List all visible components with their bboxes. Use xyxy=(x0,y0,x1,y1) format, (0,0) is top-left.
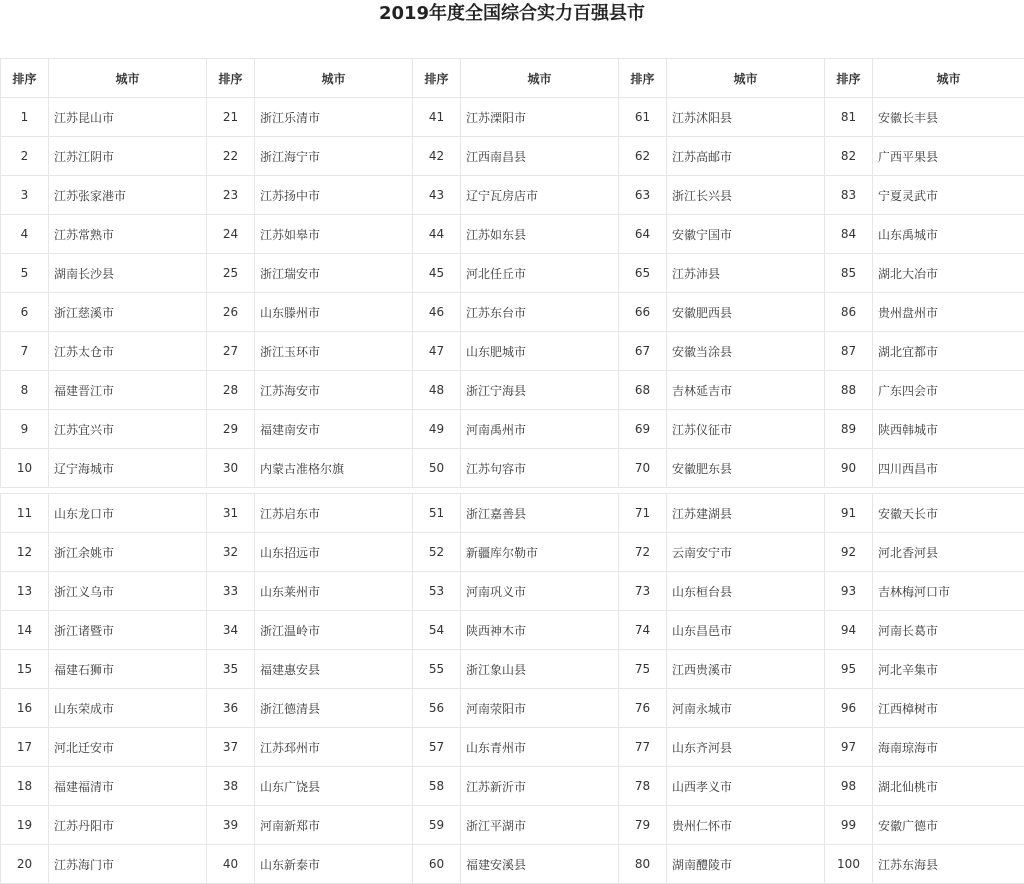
rank-cell: 77 xyxy=(619,728,667,767)
table-row xyxy=(1,293,1024,332)
rank-cell: 1 xyxy=(1,98,49,137)
rank-cell: 61 xyxy=(619,98,667,137)
city-cell: 浙江诸暨市 xyxy=(49,611,207,650)
rank-cell: 24 xyxy=(207,215,255,254)
page-title: 2019年度全国综合实力百强县市 xyxy=(0,2,1024,26)
rank-cell: 63 xyxy=(619,176,667,215)
city-cell: 湖北仙桃市 xyxy=(873,767,1024,806)
city-cell: 福建惠安县 xyxy=(255,650,413,689)
city-cell: 贵州仁怀市 xyxy=(667,806,825,845)
header-city: 城市 xyxy=(873,59,1024,98)
city-cell: 江苏常熟市 xyxy=(49,215,207,254)
city-cell: 江苏句容市 xyxy=(461,449,619,488)
rank-cell: 7 xyxy=(1,332,49,371)
rank-cell: 14 xyxy=(1,611,49,650)
rank-cell: 73 xyxy=(619,572,667,611)
rank-cell: 80 xyxy=(619,845,667,884)
city-cell: 江西樟树市 xyxy=(873,689,1024,728)
rank-cell: 98 xyxy=(825,767,873,806)
rank-cell: 85 xyxy=(825,254,873,293)
rank-cell: 38 xyxy=(207,767,255,806)
city-cell: 江苏邳州市 xyxy=(255,728,413,767)
city-cell: 江苏宜兴市 xyxy=(49,410,207,449)
rank-cell: 39 xyxy=(207,806,255,845)
city-cell: 河南荥阳市 xyxy=(461,689,619,728)
city-cell: 湖北大冶市 xyxy=(873,254,1024,293)
table-row xyxy=(1,611,1024,650)
rank-cell: 36 xyxy=(207,689,255,728)
city-cell: 江苏东海县 xyxy=(873,845,1024,884)
city-cell: 山东滕州市 xyxy=(255,293,413,332)
city-cell: 浙江海宁市 xyxy=(255,137,413,176)
rank-cell: 91 xyxy=(825,494,873,533)
rank-cell: 44 xyxy=(413,215,461,254)
rank-cell: 8 xyxy=(1,371,49,410)
rank-cell: 75 xyxy=(619,650,667,689)
city-cell: 浙江嘉善县 xyxy=(461,494,619,533)
city-cell: 浙江义乌市 xyxy=(49,572,207,611)
city-cell: 江苏沛县 xyxy=(667,254,825,293)
rank-cell: 83 xyxy=(825,176,873,215)
city-cell: 福建安溪县 xyxy=(461,845,619,884)
rank-cell: 93 xyxy=(825,572,873,611)
rank-cell: 35 xyxy=(207,650,255,689)
rank-cell: 27 xyxy=(207,332,255,371)
table-row xyxy=(1,98,1024,137)
rank-cell: 25 xyxy=(207,254,255,293)
rank-cell: 88 xyxy=(825,371,873,410)
rank-cell: 45 xyxy=(413,254,461,293)
rank-cell: 41 xyxy=(413,98,461,137)
rank-cell: 12 xyxy=(1,533,49,572)
rank-cell: 30 xyxy=(207,449,255,488)
rank-cell: 84 xyxy=(825,215,873,254)
city-cell: 浙江长兴县 xyxy=(667,176,825,215)
city-cell: 河北辛集市 xyxy=(873,650,1024,689)
rank-cell: 50 xyxy=(413,449,461,488)
city-cell: 浙江乐清市 xyxy=(255,98,413,137)
table-row xyxy=(1,449,1024,488)
rank-cell: 11 xyxy=(1,494,49,533)
rank-cell: 69 xyxy=(619,410,667,449)
city-cell: 浙江温岭市 xyxy=(255,611,413,650)
rank-cell: 19 xyxy=(1,806,49,845)
city-cell: 江苏建湖县 xyxy=(667,494,825,533)
rank-cell: 49 xyxy=(413,410,461,449)
rank-cell: 66 xyxy=(619,293,667,332)
city-cell: 江苏张家港市 xyxy=(49,176,207,215)
header-rank: 排序 xyxy=(207,59,255,98)
table-header-row xyxy=(1,59,1024,98)
city-cell: 山东肥城市 xyxy=(461,332,619,371)
rank-cell: 72 xyxy=(619,533,667,572)
rank-cell: 52 xyxy=(413,533,461,572)
rank-cell: 58 xyxy=(413,767,461,806)
table-row xyxy=(1,689,1024,728)
city-cell: 湖北宜都市 xyxy=(873,332,1024,371)
city-cell: 江苏东台市 xyxy=(461,293,619,332)
city-cell: 辽宁海城市 xyxy=(49,449,207,488)
rank-cell: 22 xyxy=(207,137,255,176)
table-row xyxy=(1,176,1024,215)
city-cell: 贵州盘州市 xyxy=(873,293,1024,332)
city-cell: 河北迁安市 xyxy=(49,728,207,767)
city-cell: 山东招远市 xyxy=(255,533,413,572)
header-rank: 排序 xyxy=(1,59,49,98)
city-cell: 山东青州市 xyxy=(461,728,619,767)
header-rank: 排序 xyxy=(413,59,461,98)
city-cell: 吉林梅河口市 xyxy=(873,572,1024,611)
table-row xyxy=(1,137,1024,176)
rank-cell: 10 xyxy=(1,449,49,488)
city-cell: 浙江宁海县 xyxy=(461,371,619,410)
city-cell: 新疆库尔勒市 xyxy=(461,533,619,572)
city-cell: 江苏丹阳市 xyxy=(49,806,207,845)
city-cell: 江苏太仓市 xyxy=(49,332,207,371)
city-cell: 河南永城市 xyxy=(667,689,825,728)
rank-cell: 74 xyxy=(619,611,667,650)
table-row xyxy=(1,728,1024,767)
city-cell: 江苏江阴市 xyxy=(49,137,207,176)
rank-cell: 51 xyxy=(413,494,461,533)
city-cell: 江苏昆山市 xyxy=(49,98,207,137)
table-row xyxy=(1,533,1024,572)
table-row xyxy=(1,572,1024,611)
table-row xyxy=(1,254,1024,293)
rank-cell: 9 xyxy=(1,410,49,449)
rank-cell: 99 xyxy=(825,806,873,845)
city-cell: 浙江象山县 xyxy=(461,650,619,689)
rank-cell: 20 xyxy=(1,845,49,884)
city-cell: 山东广饶县 xyxy=(255,767,413,806)
rank-cell: 46 xyxy=(413,293,461,332)
city-cell: 浙江德清县 xyxy=(255,689,413,728)
city-cell: 山西孝义市 xyxy=(667,767,825,806)
rank-cell: 100 xyxy=(825,845,873,884)
rank-cell: 54 xyxy=(413,611,461,650)
city-cell: 海南琼海市 xyxy=(873,728,1024,767)
city-cell: 山东桓台县 xyxy=(667,572,825,611)
city-cell: 山东荣成市 xyxy=(49,689,207,728)
city-cell: 山东昌邑市 xyxy=(667,611,825,650)
rank-cell: 67 xyxy=(619,332,667,371)
rank-cell: 53 xyxy=(413,572,461,611)
city-cell: 安徽天长市 xyxy=(873,494,1024,533)
city-cell: 江苏溧阳市 xyxy=(461,98,619,137)
table-row xyxy=(1,494,1024,533)
rank-cell: 78 xyxy=(619,767,667,806)
rank-cell: 70 xyxy=(619,449,667,488)
city-cell: 安徽当涂县 xyxy=(667,332,825,371)
rank-cell: 2 xyxy=(1,137,49,176)
rank-cell: 60 xyxy=(413,845,461,884)
city-cell: 江苏如东县 xyxy=(461,215,619,254)
city-cell: 江苏新沂市 xyxy=(461,767,619,806)
header-city: 城市 xyxy=(667,59,825,98)
city-cell: 江苏高邮市 xyxy=(667,137,825,176)
city-cell: 山东禹城市 xyxy=(873,215,1024,254)
city-cell: 安徽宁国市 xyxy=(667,215,825,254)
city-cell: 四川西昌市 xyxy=(873,449,1024,488)
rank-cell: 94 xyxy=(825,611,873,650)
city-cell: 云南安宁市 xyxy=(667,533,825,572)
rank-cell: 33 xyxy=(207,572,255,611)
rank-cell: 26 xyxy=(207,293,255,332)
table-row xyxy=(1,845,1024,884)
table-row xyxy=(1,215,1024,254)
rank-cell: 71 xyxy=(619,494,667,533)
city-cell: 河南长葛市 xyxy=(873,611,1024,650)
city-cell: 吉林延吉市 xyxy=(667,371,825,410)
city-cell: 安徽肥西县 xyxy=(667,293,825,332)
city-cell: 安徽长丰县 xyxy=(873,98,1024,137)
rank-cell: 82 xyxy=(825,137,873,176)
table-row xyxy=(1,806,1024,845)
rank-cell: 55 xyxy=(413,650,461,689)
city-cell: 陕西韩城市 xyxy=(873,410,1024,449)
header-city: 城市 xyxy=(49,59,207,98)
city-cell: 福建福清市 xyxy=(49,767,207,806)
rank-cell: 5 xyxy=(1,254,49,293)
city-cell: 广西平果县 xyxy=(873,137,1024,176)
city-cell: 江苏扬中市 xyxy=(255,176,413,215)
rank-cell: 86 xyxy=(825,293,873,332)
rank-cell: 32 xyxy=(207,533,255,572)
city-cell: 辽宁瓦房店市 xyxy=(461,176,619,215)
rank-cell: 62 xyxy=(619,137,667,176)
city-cell: 广东四会市 xyxy=(873,371,1024,410)
rank-cell: 59 xyxy=(413,806,461,845)
rank-cell: 28 xyxy=(207,371,255,410)
rank-cell: 68 xyxy=(619,371,667,410)
city-cell: 江苏如皋市 xyxy=(255,215,413,254)
rank-cell: 47 xyxy=(413,332,461,371)
city-cell: 山东齐河县 xyxy=(667,728,825,767)
city-cell: 浙江慈溪市 xyxy=(49,293,207,332)
table-row xyxy=(1,767,1024,806)
city-cell: 安徽肥东县 xyxy=(667,449,825,488)
rank-cell: 16 xyxy=(1,689,49,728)
city-cell: 安徽广德市 xyxy=(873,806,1024,845)
city-cell: 山东龙口市 xyxy=(49,494,207,533)
table-row xyxy=(1,410,1024,449)
rank-cell: 29 xyxy=(207,410,255,449)
rank-cell: 56 xyxy=(413,689,461,728)
city-cell: 福建南安市 xyxy=(255,410,413,449)
city-cell: 宁夏灵武市 xyxy=(873,176,1024,215)
rank-cell: 21 xyxy=(207,98,255,137)
rank-cell: 40 xyxy=(207,845,255,884)
table-row xyxy=(1,332,1024,371)
city-cell: 河南禹州市 xyxy=(461,410,619,449)
city-cell: 江苏仪征市 xyxy=(667,410,825,449)
table-row xyxy=(1,371,1024,410)
city-cell: 江苏沭阳县 xyxy=(667,98,825,137)
rank-cell: 34 xyxy=(207,611,255,650)
rank-cell: 6 xyxy=(1,293,49,332)
city-cell: 浙江瑞安市 xyxy=(255,254,413,293)
rank-cell: 90 xyxy=(825,449,873,488)
city-cell: 内蒙古准格尔旗 xyxy=(255,449,413,488)
rank-cell: 81 xyxy=(825,98,873,137)
rank-cell: 79 xyxy=(619,806,667,845)
header-rank: 排序 xyxy=(619,59,667,98)
city-cell: 山东莱州市 xyxy=(255,572,413,611)
rank-cell: 97 xyxy=(825,728,873,767)
city-cell: 江苏启东市 xyxy=(255,494,413,533)
city-cell: 浙江余姚市 xyxy=(49,533,207,572)
city-cell: 山东新泰市 xyxy=(255,845,413,884)
city-cell: 江苏海安市 xyxy=(255,371,413,410)
header-city: 城市 xyxy=(461,59,619,98)
city-cell: 湖南长沙县 xyxy=(49,254,207,293)
table-row xyxy=(1,650,1024,689)
rank-cell: 15 xyxy=(1,650,49,689)
rank-cell: 64 xyxy=(619,215,667,254)
city-cell: 江苏海门市 xyxy=(49,845,207,884)
ranking-table xyxy=(0,58,1024,884)
city-cell: 浙江平湖市 xyxy=(461,806,619,845)
city-cell: 湖南醴陵市 xyxy=(667,845,825,884)
rank-cell: 87 xyxy=(825,332,873,371)
header-city: 城市 xyxy=(255,59,413,98)
rank-cell: 3 xyxy=(1,176,49,215)
city-cell: 河北香河县 xyxy=(873,533,1024,572)
city-cell: 江西贵溪市 xyxy=(667,650,825,689)
rank-cell: 4 xyxy=(1,215,49,254)
rank-cell: 13 xyxy=(1,572,49,611)
rank-cell: 95 xyxy=(825,650,873,689)
rank-cell: 65 xyxy=(619,254,667,293)
rank-cell: 76 xyxy=(619,689,667,728)
rank-cell: 23 xyxy=(207,176,255,215)
rank-cell: 31 xyxy=(207,494,255,533)
rank-cell: 57 xyxy=(413,728,461,767)
city-cell: 浙江玉环市 xyxy=(255,332,413,371)
rank-cell: 48 xyxy=(413,371,461,410)
rank-cell: 89 xyxy=(825,410,873,449)
city-cell: 江西南昌县 xyxy=(461,137,619,176)
header-rank: 排序 xyxy=(825,59,873,98)
city-cell: 福建晋江市 xyxy=(49,371,207,410)
rank-cell: 17 xyxy=(1,728,49,767)
rank-cell: 37 xyxy=(207,728,255,767)
rank-cell: 43 xyxy=(413,176,461,215)
rank-cell: 92 xyxy=(825,533,873,572)
rank-cell: 42 xyxy=(413,137,461,176)
city-cell: 河南巩义市 xyxy=(461,572,619,611)
rank-cell: 96 xyxy=(825,689,873,728)
rank-cell: 18 xyxy=(1,767,49,806)
city-cell: 福建石狮市 xyxy=(49,650,207,689)
city-cell: 陕西神木市 xyxy=(461,611,619,650)
city-cell: 河南新郑市 xyxy=(255,806,413,845)
city-cell: 河北任丘市 xyxy=(461,254,619,293)
